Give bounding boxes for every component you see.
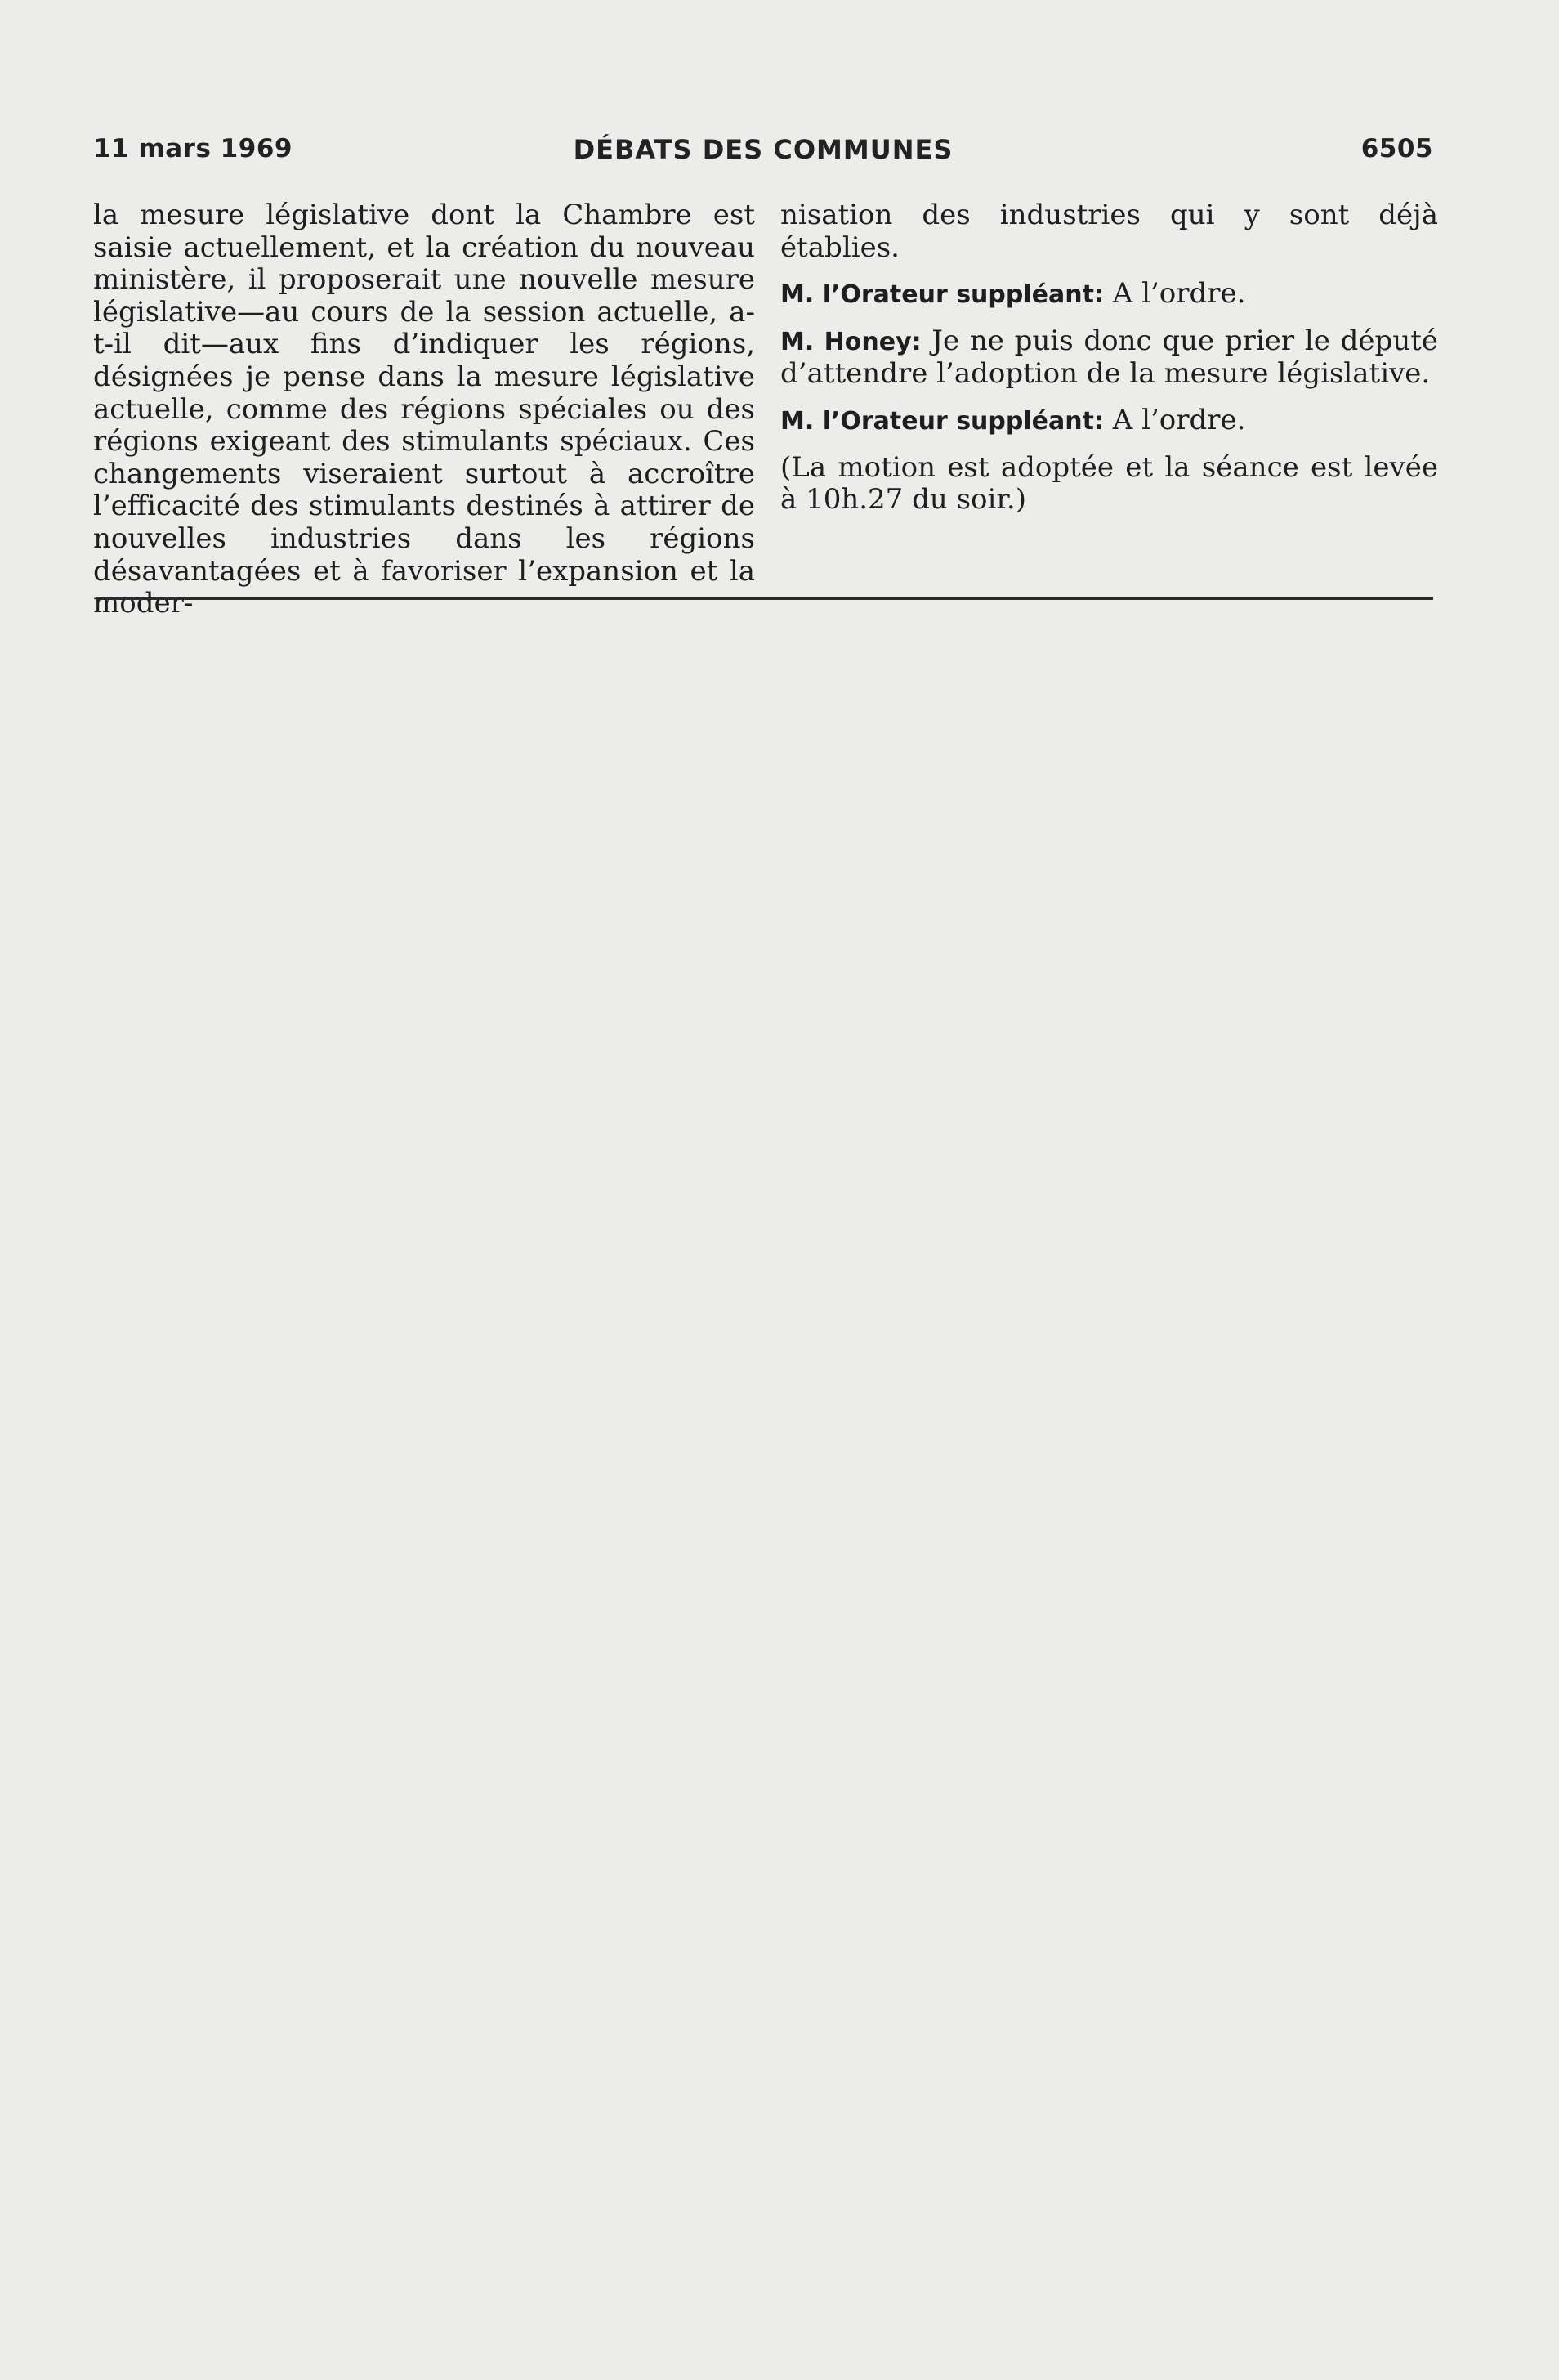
right-column (780, 199, 1438, 517)
closing-note: (La motion est adoptée et la séance est levée à 10h.27 du soir.) (780, 450, 1438, 517)
continuation-paragraph: nisation des industries qui y sont déjà établies. (780, 199, 1438, 264)
left-column-paragraph: la mesure législative dont la Chambre est saisie actuellement, et la création du nouveau ministère, il proposerait une nouvelle mesure législative—au cours de la session actuelle, a-t-il dit—aux fins d’indiquer les régions, désignées je pense dans la mesure législative actuelle, comme des régions spéciales ou des régions exigeant des stimulants spéciaux. Ces changements viseraient surtout à accroître l’efficacité des stimulants destinés à attirer de nouvelles industries dans les régions désavantagées et à favoriser l’expansion et la moder- (93, 199, 755, 620)
left-column (93, 199, 755, 620)
speech-text: A l’ordre. (1112, 403, 1246, 436)
end-of-sitting-rule (96, 597, 1433, 600)
header-page-number: 6505 (1360, 134, 1433, 163)
speech-text: A l’ordre. (1112, 277, 1246, 311)
page-header (93, 134, 1433, 173)
header-title: DÉBATS DES COMMUNES (573, 134, 954, 165)
speaker-name: M. l’Orateur suppléant: (780, 280, 1104, 310)
header-date: 11 mars 1969 (93, 134, 293, 163)
speech-honey (780, 325, 1438, 391)
speech-acting-speaker-1 (780, 278, 1438, 311)
speech-text: Je ne puis donc que prier le député d’attendre l’adoption de la mesure législative. (780, 324, 1438, 391)
speech-acting-speaker-2 (780, 405, 1438, 438)
speaker-name: M. Honey: (780, 327, 922, 356)
speaker-name: M. l’Orateur suppléant: (780, 406, 1104, 436)
